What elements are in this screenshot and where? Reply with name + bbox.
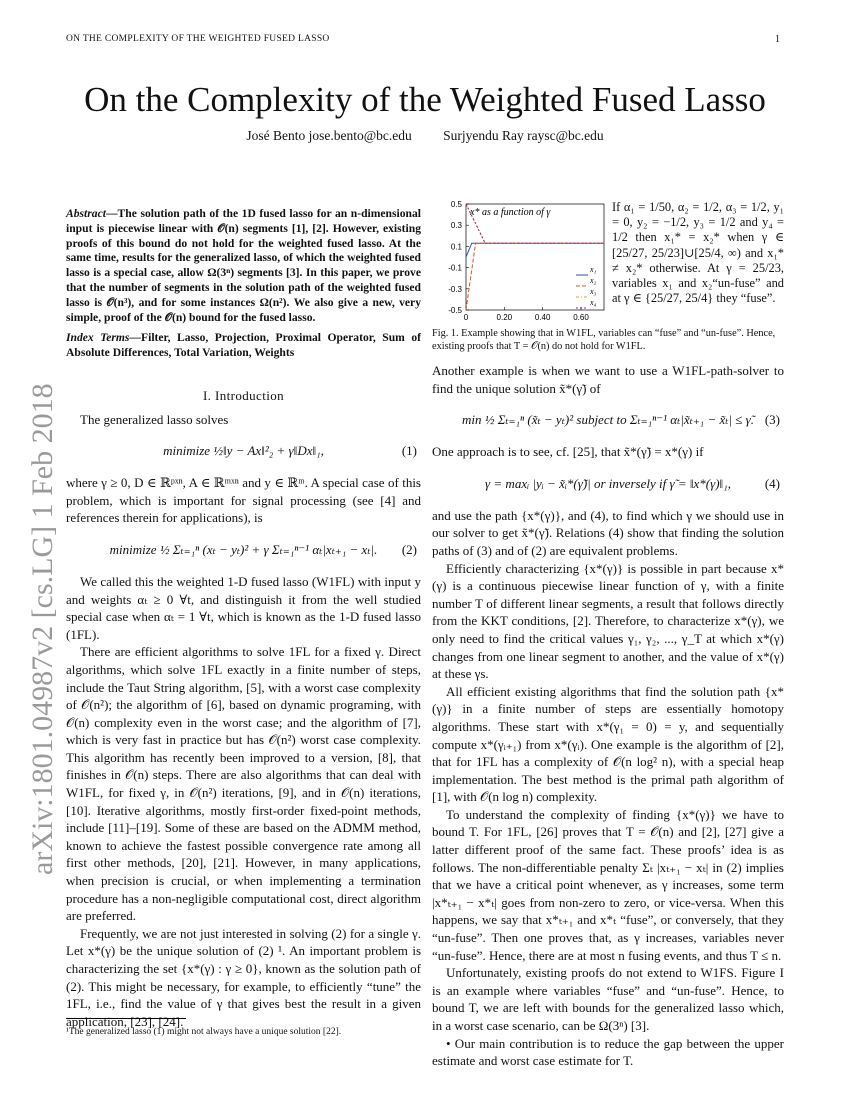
right-paragraph-2: One approach is to see, cf. [25], that x̃*(γ̃) = x*(γ) if [432, 444, 704, 460]
abstract [66, 207, 421, 325]
equation-1 [66, 432, 421, 470]
right-paragraph-4: Efficiently characterizing {x*(γ)} is possible in part because x*(γ) is a continuous piecewise linear function of γ, with a finite number T of different linear segments, a result that follows directly from the KKT conditions, [2]. Therefore, to characterize x*(γ), we only need to find the critical values γ₁, γ₂, ..., γ_T at which x*(γ) changes from one linear segment to another, and the value of x*(γ) at these γs. [432, 560, 784, 682]
index-terms-text: —Filter, Lasso, Projection, Proximal Operator, Sum of Absolute Differences, Total Variation, Weights [66, 331, 421, 360]
right-paragraph-6: To understand the complexity of finding {x*(γ)} we have to bound T. For 1FL, [26] proves that T = 𝒪(n) and [2], [27] give a latter different proof of the same fact. These proofs’ idea is as follows. The non-differentiable penalty Σₜ |xₜ₊₁ − xₜ| in (2) implies that we have a critical point whenever, as γ increases, some term |x*ₜ₊₁ − x*ₜ| goes from non-zero to zero, or vice-versa. When this happens, we say that x*ₜ₊₁ and x*ₜ “fuse”, or conversely, that they “un-fuse”. Then one proves that, as γ increases, variables never “un-fuse”. Hence, there are at most n fusing events, and thus T ≤ n. [432, 806, 784, 963]
y-tick-label: -0.3 [448, 284, 462, 294]
legend-label-3: x₃ [590, 287, 597, 296]
y-tick-label: -0.1 [448, 263, 462, 273]
author-1: José Bento jose.bento@bc.edu [246, 128, 412, 143]
equation-1-number: (1) [401, 443, 417, 459]
left-column [66, 207, 421, 1030]
author-2: Surjyendu Ray raysc@bc.edu [443, 128, 604, 143]
right-paragraph-1: Another example is when we want to use a W1FL-path-solver to find the unique solution x̃*(γ̃) of [432, 363, 784, 396]
equation-1-body: minimize ½‖y − Ax‖²₂ + γ‖Dx‖₁, [163, 443, 324, 459]
x-tick-label: 0.60 [573, 313, 589, 322]
y-tick-label: 0.5 [450, 200, 462, 209]
authors [0, 128, 850, 144]
legend-label-4: x₄ [590, 298, 597, 307]
right-paragraph-7: Unfortunately, existing proofs do not extend to W1FS. Figure I is an example where variables “fuse” and “un-fuse”. Hence, to bound T, we are left with bounds for the generalized lasso which, in a worst case scenario, can be Ω(3ⁿ) [3]. [432, 965, 784, 1033]
intro-paragraph-2: where γ ≥ 0, D ∈ ℝᵖˣⁿ, A ∈ ℝᵐˣⁿ and y ∈ ℝᵐ. A special case of this problem, which is important for signal processing (see [4] and references therein for applications), is [66, 475, 421, 526]
equation-2-body: minimize ½ Σₜ₌₁ⁿ (xₜ − yₜ)² + γ Σₜ₌₁ⁿ⁻¹ αₜ|xₜ₊₁ − xₜ|. [109, 542, 378, 558]
figure-side-text: If α₁ = 1/50, α₂ = 1/2, α₃ = 1/2, y₁ = 0, y₂ = −1/2, y₃ = 1/2 and y₄ = 1/2 then x₁* = x₂* when γ ∈ [25/27, 25/23]∪[25/4, ∞) and x₁* ≠ x₂* otherwise. At γ = 25/23, variables x₁ and x₂“un-fuse” and at γ ∈ {25/27, 25/4} they “fuse”. [612, 200, 784, 306]
page-number: 1 [775, 34, 780, 45]
equation-4-body: γ = maxᵢ |yᵢ − x̃ᵢ*(γ̃)| or inversely if γ̃ = ‖x*(γ)‖₁, [485, 475, 731, 491]
equation-3 [432, 401, 784, 439]
chart-frame [466, 204, 604, 310]
x-tick-label: 0.40 [534, 313, 551, 322]
y-tick-label: 0.3 [450, 221, 462, 231]
arxiv-sidebar [14, 255, 64, 895]
section-heading-introduction: I. Introduction [202, 387, 285, 403]
intro-paragraph-1: The generalized lasso solves [80, 411, 229, 427]
equation-4 [432, 465, 784, 503]
legend-title: x* as a function of γ [470, 207, 551, 218]
y-tick-label: 0.1 [450, 242, 462, 252]
equation-2 [66, 531, 421, 569]
x-tick-label: 0.20 [496, 313, 513, 322]
index-terms [66, 331, 421, 361]
equation-2-number: (2) [401, 542, 417, 558]
arxiv-id: arXiv:1801.04987v2 [cs.LG] 1 Feb 2018 [26, 383, 59, 875]
series-line-1 [466, 243, 604, 257]
right-paragraph-5: All efficient existing algorithms that find the solution path {x*(γ)} in a finite number of steps are essentially homotopy algorithms. These start with x*(γ₁ = 0) = y, and sequentially compute x*(γᵢ₊₁) from x*(γᵢ). One example is the algorithm of [2], that for 1FL has a complexity of 𝒪(n log² n), with a special heap implementation. The best method is the primal path algorithm of [1], with 𝒪(n log n) complexity. [432, 683, 784, 805]
x-tick-label: 0 [463, 313, 469, 322]
footnote: ¹The generalized lasso (1) might not always have a unique solution [22]. [66, 1027, 342, 1037]
equation-3-body: min ½ Σₜ₌₁ⁿ (x̃ₜ − yₜ)² subject to Σₜ₌₁ⁿ⁻¹ αₜ|x̃ₜ₊₁ − x̃ₜ| ≤ γ̃. [461, 412, 755, 428]
legend-label-1: x₁ [590, 265, 597, 274]
legend-label-2: x₂ [590, 276, 597, 285]
index-terms-label: Index Terms [66, 331, 130, 345]
chart-svg [432, 198, 610, 326]
paper-title: On the Complexity of the Weighted Fused Lasso [84, 80, 766, 119]
right-paragraph-3: and use the path {x*(γ)}, and (4), to find which γ we should use in our solver to get x̃*(γ̃). Relations (4) show that finding the solution paths of (3) and of (2) are equivalent problems. [432, 507, 784, 558]
footnote-rule [66, 1018, 186, 1019]
series-line-2 [466, 243, 604, 310]
y-tick-label: -0.5 [448, 306, 462, 315]
right-column [432, 362, 784, 1070]
intro-paragraph-3: We called this the weighted 1-D fused lasso (W1FL) with input y and weights αₜ ≥ 0 ∀t, and distinguish it from the well studied special case when αₜ = 1 ∀t, which is known as the 1-D fused lasso (1FL). [66, 573, 421, 642]
intro-paragraph-4: There are efficient algorithms to solve 1FL for a fixed γ. Direct algorithms, which solve 1FL exactly in a finite number of steps, include the Taut String algorithm, [5], with a worst case complexity of 𝒪(n²); the algorithm of [6], based on dynamic programing, with 𝒪(n) complexity even in the worst case; and the algorithm of [7], which is very fast in practice but has 𝒪(n²) worst case complexity. This algorithm has recently been improved to a version, [8], that finishes in 𝒪(n) steps. There are also algorithms that can deal with W1FL, for fixed γ, in 𝒪(n²) iterations, [9], and in 𝒪(n) iterations, [10]. Iterative algorithms, mostly first-order fixed-point methods, include [11]–[19]. Some of these are based on the ADMM method, known to achieve the fastest possible convergence rate among all first other methods, [20], [21]. However, in many applications, when precision is crucial, or when implementing a termination procedure has a non-negligible computational cost, direct algorithm are preferred. [66, 644, 421, 924]
figure-1-chart [432, 198, 610, 326]
running-title: ON THE COMPLEXITY OF THE WEIGHTED FUSED LASSO [66, 34, 330, 44]
equation-3-number: (3) [764, 412, 780, 428]
figure-caption: Fig. 1. Example showing that in W1FL, variables can “fuse” and “un-fuse”. Hence, existing proofs that T = 𝒪(n) do not hold for W1FL. [432, 328, 776, 352]
right-paragraph-8: • Our main contribution is to reduce the gap between the upper estimate and worst case estimate for T. [432, 1035, 784, 1069]
abstract-label: Abstract [66, 207, 106, 220]
equation-4-number: (4) [764, 475, 780, 491]
intro-paragraph-5: Frequently, we are not just interested in solving (2) for a single γ. Let x*(γ) be the unique solution of (2) ¹. An important problem is characterizing the set {x*(γ) : γ ≥ 0}, known as the solution path of (2). This might be necessary, for example, to efficiently “tune” the 1FL, i.e., find the value of γ that gives best the result in a given application, [23], [24]. [66, 925, 421, 1029]
abstract-text: —The solution path of the 1D fused lasso for an n-dimensional input is piecewise linear with 𝒪(n) segments [1], [2]. However, existing proofs of this bound do not hold for the weighted fused lasso. At the same time, results for the generalized lasso, of which the weighted fused lasso is a special case, allow Ω(3ⁿ) segments [3]. In this paper, we prove that the number of segments in the solution path of the weighted fused lasso is 𝒪(n³), and for some instances Ω(n²). We also give a new, very simple, proof of the 𝒪(n) bound for the fused lasso. [66, 207, 421, 324]
